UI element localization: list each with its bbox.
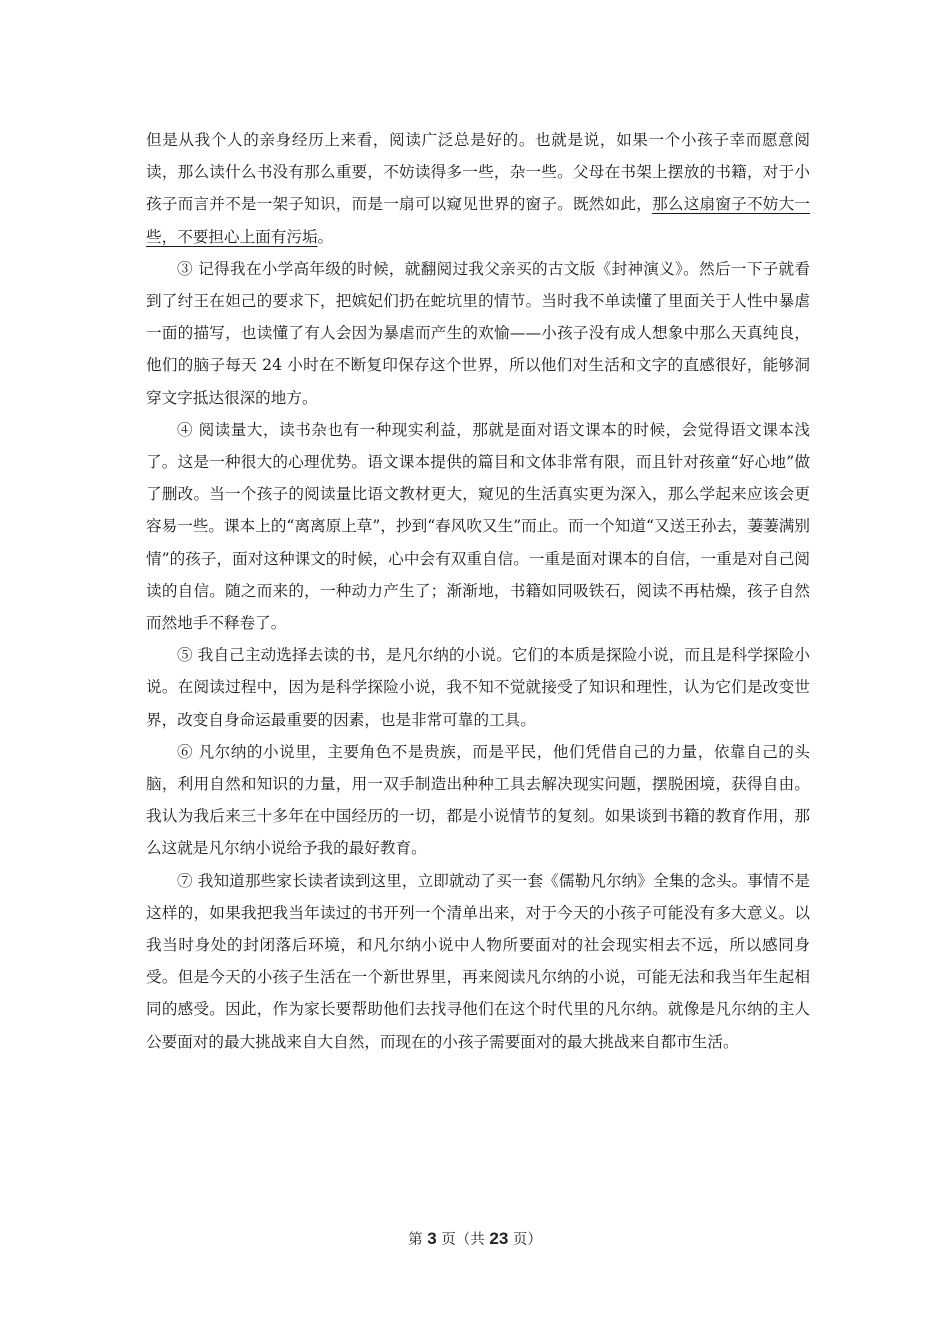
footer-suffix: 页） [508, 1232, 542, 1248]
paragraph-3: ③ 记得我在小学高年级的时候，就翻阅过我父亲买的古文版《封神演义》。然后一下子就看到了纣王在妲己的要求下，把嫔妃们扔在蛇坑里的情节。当时我不单读懂了里面关于人性中暴虐一面的描写，也读懂了有人会因为暴虐而产生的欢愉——小孩子没有成人想象中那么天真纯良，他们的脑子每天 24 小时在不断复印保存这个世界，所以他们对生活和文字的直感很好，能够洞穿文字抵达很深的地方。 [146, 259, 810, 407]
article-body [146, 124, 810, 1058]
total-pages: 23 [489, 1229, 509, 1248]
paragraph-6: ⑥ 凡尔纳的小说里，主要角色不是贵族，而是平民，他们凭借自己的力量，依靠自己的头脑，利用自然和知识的力量，用一双手制造出种种工具去解决现实问题，摆脱困境，获得自由。我认为我后来三十多年在中国经历的一切，都是小说情节的复刻。如果谈到书籍的教育作用，那么这就是凡尔纳小说给予我的最好教育。 [146, 742, 810, 858]
paragraph-5: ⑤ 我自己主动选择去读的书，是凡尔纳的小说。它们的本质是探险小说，而且是科学探险小说。在阅读过程中，因为是科学探险小说，我不知不觉就接受了知识和理性，认为它们是改变世界，改变自身命运最重要的因素，也是非常可靠的工具。 [146, 646, 810, 729]
page-number: 3 [427, 1229, 437, 1248]
paragraph-tail: 。 [317, 227, 334, 246]
footer-middle: 页（共 [436, 1232, 490, 1248]
paragraph-continuation [146, 124, 810, 253]
paragraph-4: ④ 阅读量大，读书杂也有一种现实利益，那就是面对语文课本的时候，会觉得语文课本浅了。这是一种很大的心理优势。语文课本提供的篇目和文体非常有限，而且针对孩童“好心地”做了删改。当一个孩子的阅读量比语文教材更大，窥见的生活真实更为深入，那么学起来应该会更容易一些。课本上的“离离原上草”，抄到“春风吹又生”而止。而一个知道“又送王孙去，萋萋满别情”的孩子，面对这种课文的时候，心中会有双重自信。一重是面对课本的自信，一重是对自己阅读的自信。随之而来的，一种动力产生了；渐渐地，书籍如同吸铁石，阅读不再枯燥，孩子自然而然地手不释卷了。 [146, 420, 810, 633]
paragraph-text: 但是从我个人的亲身经历上来看，阅读广泛总是好的。也就是说，如果一个小孩子幸而愿意阅读，那么读什么书没有那么重要，不妨读得多一些，杂一些。父母在书架上摆放的书籍，对于小孩子而言并不是一架子知识，而是一扇可以窥见世界的窗子。既然如此， [146, 131, 810, 214]
paragraph-7: ⑦ 我知道那些家长读者读到这里，立即就动了买一套《儒勒凡尔纳》全集的念头。事情不是这样的，如果我把我当年读过的书开列一个清单出来，对于今天的小孩子可能没有多大意义。以我当时身处的封闭落后环境，和凡尔纳小说中人物所要面对的社会现实相去不远，所以感同身受。但是今天的小孩子生活在一个新世界里，再来阅读凡尔纳的小说，可能无法和我当年生起相同的感受。因此，作为家长要帮助他们去找寻他们在这个时代里的凡尔纳。就像是凡尔纳的主人公要面对的最大挑战来自大自然，而现在的小孩子需要面对的最大挑战来自都市生活。 [146, 871, 810, 1051]
footer-prefix: 第 [408, 1232, 428, 1248]
page-footer [0, 1228, 950, 1249]
underlined-sentence: 那么这扇窗子不妨大一些，不要担心上面有污垢 [146, 195, 810, 246]
